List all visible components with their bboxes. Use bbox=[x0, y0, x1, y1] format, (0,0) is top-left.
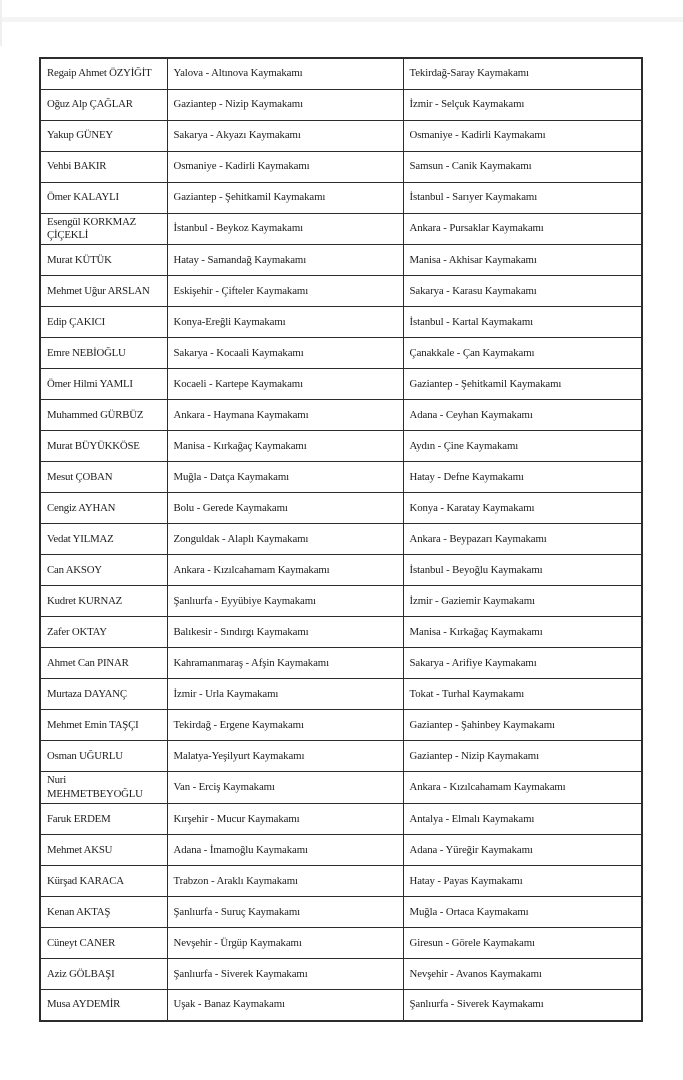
table-row bbox=[40, 89, 642, 120]
cell-person-name: Nuri MEHMETBEYOĞLU bbox=[40, 772, 167, 804]
cell-person-name: Ahmet Can PINAR bbox=[40, 648, 167, 679]
cell-current-post: Hatay - Samandağ Kaymakamı bbox=[167, 245, 403, 276]
cell-new-post: Tekirdağ-Saray Kaymakamı bbox=[403, 58, 642, 89]
table-row bbox=[40, 710, 642, 741]
table-row bbox=[40, 462, 642, 493]
cell-current-post: Trabzon - Araklı Kaymakamı bbox=[167, 866, 403, 897]
cell-person-name: Zafer OKTAY bbox=[40, 617, 167, 648]
cell-new-post: İstanbul - Kartal Kaymakamı bbox=[403, 307, 642, 338]
cell-new-post: Hatay - Defne Kaymakamı bbox=[403, 462, 642, 493]
cell-new-post: İstanbul - Sarıyer Kaymakamı bbox=[403, 182, 642, 213]
cell-person-name: Kürşad KARACA bbox=[40, 866, 167, 897]
cell-current-post: Tekirdağ - Ergene Kaymakamı bbox=[167, 710, 403, 741]
cell-person-name: Kudret KURNAZ bbox=[40, 586, 167, 617]
cell-current-post: Ankara - Haymana Kaymakamı bbox=[167, 400, 403, 431]
cell-current-post: Şanlıurfa - Suruç Kaymakamı bbox=[167, 897, 403, 928]
cell-person-name: Murat KÜTÜK bbox=[40, 245, 167, 276]
table-row bbox=[40, 586, 642, 617]
cell-current-post: Ankara - Kızılcahamam Kaymakamı bbox=[167, 555, 403, 586]
cell-current-post: Balıkesir - Sındırgı Kaymakamı bbox=[167, 617, 403, 648]
cell-new-post: İzmir - Gaziemir Kaymakamı bbox=[403, 586, 642, 617]
cell-new-post: İstanbul - Beyoğlu Kaymakamı bbox=[403, 555, 642, 586]
table-row bbox=[40, 990, 642, 1021]
table-row bbox=[40, 648, 642, 679]
cell-current-post: Muğla - Datça Kaymakamı bbox=[167, 462, 403, 493]
cell-current-post: İstanbul - Beykoz Kaymakamı bbox=[167, 213, 403, 245]
cell-person-name: Muhammed GÜRBÜZ bbox=[40, 400, 167, 431]
cell-person-name: Yakup GÜNEY bbox=[40, 120, 167, 151]
table-row bbox=[40, 58, 642, 89]
cell-person-name: Osman UĞURLU bbox=[40, 741, 167, 772]
cell-person-name: Mehmet AKSU bbox=[40, 835, 167, 866]
cell-person-name: Edip ÇAKICI bbox=[40, 307, 167, 338]
cell-person-name: Musa AYDEMİR bbox=[40, 990, 167, 1021]
cell-person-name: Esengül KORKMAZ ÇİÇEKLİ bbox=[40, 213, 167, 245]
cell-new-post: Manisa - Kırkağaç Kaymakamı bbox=[403, 617, 642, 648]
table-row bbox=[40, 400, 642, 431]
cell-new-post: Samsun - Canik Kaymakamı bbox=[403, 151, 642, 182]
cell-current-post: Adana - İmamoğlu Kaymakamı bbox=[167, 835, 403, 866]
cell-new-post: Aydın - Çine Kaymakamı bbox=[403, 431, 642, 462]
cell-person-name: Mesut ÇOBAN bbox=[40, 462, 167, 493]
table-row bbox=[40, 369, 642, 400]
cell-current-post: Van - Erciş Kaymakamı bbox=[167, 772, 403, 804]
table-row bbox=[40, 338, 642, 369]
table-row bbox=[40, 555, 642, 586]
cell-person-name: Vehbi BAKIR bbox=[40, 151, 167, 182]
cell-person-name: Regaip Ahmet ÖZYİĞİT bbox=[40, 58, 167, 89]
cell-new-post: Gaziantep - Şahinbey Kaymakamı bbox=[403, 710, 642, 741]
cell-current-post: Kahramanmaraş - Afşin Kaymakamı bbox=[167, 648, 403, 679]
table-row bbox=[40, 959, 642, 990]
cell-new-post: Ankara - Pursaklar Kaymakamı bbox=[403, 213, 642, 245]
cell-new-post: Antalya - Elmalı Kaymakamı bbox=[403, 804, 642, 835]
table-row bbox=[40, 741, 642, 772]
cell-new-post: Nevşehir - Avanos Kaymakamı bbox=[403, 959, 642, 990]
cell-current-post: Zonguldak - Alaplı Kaymakamı bbox=[167, 524, 403, 555]
cell-current-post: Konya-Ereğli Kaymakamı bbox=[167, 307, 403, 338]
page-separator-line bbox=[0, 17, 683, 22]
table-row bbox=[40, 120, 642, 151]
cell-current-post: Gaziantep - Nizip Kaymakamı bbox=[167, 89, 403, 120]
cell-new-post: Adana - Yüreğir Kaymakamı bbox=[403, 835, 642, 866]
cell-person-name: Ömer KALAYLI bbox=[40, 182, 167, 213]
table-row bbox=[40, 493, 642, 524]
cell-current-post: Şanlıurfa - Eyyübiye Kaymakamı bbox=[167, 586, 403, 617]
cell-current-post: Manisa - Kırkağaç Kaymakamı bbox=[167, 431, 403, 462]
table-row bbox=[40, 213, 642, 245]
cell-current-post: Eskişehir - Çifteler Kaymakamı bbox=[167, 276, 403, 307]
table-row bbox=[40, 276, 642, 307]
cell-new-post: Tokat - Turhal Kaymakamı bbox=[403, 679, 642, 710]
cell-person-name: Mehmet Emin TAŞÇI bbox=[40, 710, 167, 741]
cell-current-post: Osmaniye - Kadirli Kaymakamı bbox=[167, 151, 403, 182]
table-row bbox=[40, 772, 642, 804]
cell-person-name: Vedat YILMAZ bbox=[40, 524, 167, 555]
cell-person-name: Kenan AKTAŞ bbox=[40, 897, 167, 928]
cell-new-post: Muğla - Ortaca Kaymakamı bbox=[403, 897, 642, 928]
cell-current-post: Kırşehir - Mucur Kaymakamı bbox=[167, 804, 403, 835]
cell-current-post: Uşak - Banaz Kaymakamı bbox=[167, 990, 403, 1021]
cell-new-post: İzmir - Selçuk Kaymakamı bbox=[403, 89, 642, 120]
table-row bbox=[40, 151, 642, 182]
cell-new-post: Manisa - Akhisar Kaymakamı bbox=[403, 245, 642, 276]
cell-current-post: Bolu - Gerede Kaymakamı bbox=[167, 493, 403, 524]
cell-current-post: Sakarya - Kocaali Kaymakamı bbox=[167, 338, 403, 369]
cell-new-post: Osmaniye - Kadirli Kaymakamı bbox=[403, 120, 642, 151]
cell-new-post: Giresun - Görele Kaymakamı bbox=[403, 928, 642, 959]
cell-new-post: Sakarya - Arifiye Kaymakamı bbox=[403, 648, 642, 679]
cell-new-post: Çanakkale - Çan Kaymakamı bbox=[403, 338, 642, 369]
cell-new-post: Ankara - Beypazarı Kaymakamı bbox=[403, 524, 642, 555]
cell-person-name: Can AKSOY bbox=[40, 555, 167, 586]
cell-new-post: Gaziantep - Nizip Kaymakamı bbox=[403, 741, 642, 772]
table-row bbox=[40, 307, 642, 338]
cell-current-post: Şanlıurfa - Siverek Kaymakamı bbox=[167, 959, 403, 990]
cell-person-name: Oğuz Alp ÇAĞLAR bbox=[40, 89, 167, 120]
cell-new-post: Gaziantep - Şehitkamil Kaymakamı bbox=[403, 369, 642, 400]
cell-new-post: Ankara - Kızılcahamam Kaymakamı bbox=[403, 772, 642, 804]
cell-current-post: Gaziantep - Şehitkamil Kaymakamı bbox=[167, 182, 403, 213]
cell-person-name: Murtaza DAYANÇ bbox=[40, 679, 167, 710]
table-row bbox=[40, 245, 642, 276]
cell-person-name: Faruk ERDEM bbox=[40, 804, 167, 835]
cell-new-post: Sakarya - Karasu Kaymakamı bbox=[403, 276, 642, 307]
table-row bbox=[40, 897, 642, 928]
cell-current-post: Malatya-Yeşilyurt Kaymakamı bbox=[167, 741, 403, 772]
table-row bbox=[40, 617, 642, 648]
table-row bbox=[40, 804, 642, 835]
cell-current-post: Nevşehir - Ürgüp Kaymakamı bbox=[167, 928, 403, 959]
table-row bbox=[40, 182, 642, 213]
table-row bbox=[40, 431, 642, 462]
table-row bbox=[40, 928, 642, 959]
cell-current-post: İzmir - Urla Kaymakamı bbox=[167, 679, 403, 710]
cell-new-post: Hatay - Payas Kaymakamı bbox=[403, 866, 642, 897]
cell-person-name: Ömer Hilmi YAMLI bbox=[40, 369, 167, 400]
cell-person-name: Cengiz AYHAN bbox=[40, 493, 167, 524]
cell-person-name: Emre NEBİOĞLU bbox=[40, 338, 167, 369]
cell-new-post: Konya - Karatay Kaymakamı bbox=[403, 493, 642, 524]
cell-current-post: Yalova - Altınova Kaymakamı bbox=[167, 58, 403, 89]
table-row bbox=[40, 524, 642, 555]
table-row bbox=[40, 679, 642, 710]
table-row bbox=[40, 835, 642, 866]
cell-new-post: Adana - Ceyhan Kaymakamı bbox=[403, 400, 642, 431]
cell-person-name: Murat BÜYÜKKÖSE bbox=[40, 431, 167, 462]
cell-current-post: Sakarya - Akyazı Kaymakamı bbox=[167, 120, 403, 151]
cell-person-name: Aziz GÖLBAŞI bbox=[40, 959, 167, 990]
scan-edge-artifact bbox=[0, 0, 2, 46]
appointments-table bbox=[39, 57, 643, 1022]
cell-current-post: Kocaeli - Kartepe Kaymakamı bbox=[167, 369, 403, 400]
table-row bbox=[40, 866, 642, 897]
table-body bbox=[40, 58, 642, 1021]
cell-person-name: Mehmet Uğur ARSLAN bbox=[40, 276, 167, 307]
cell-person-name: Cüneyt CANER bbox=[40, 928, 167, 959]
cell-new-post: Şanlıurfa - Siverek Kaymakamı bbox=[403, 990, 642, 1021]
